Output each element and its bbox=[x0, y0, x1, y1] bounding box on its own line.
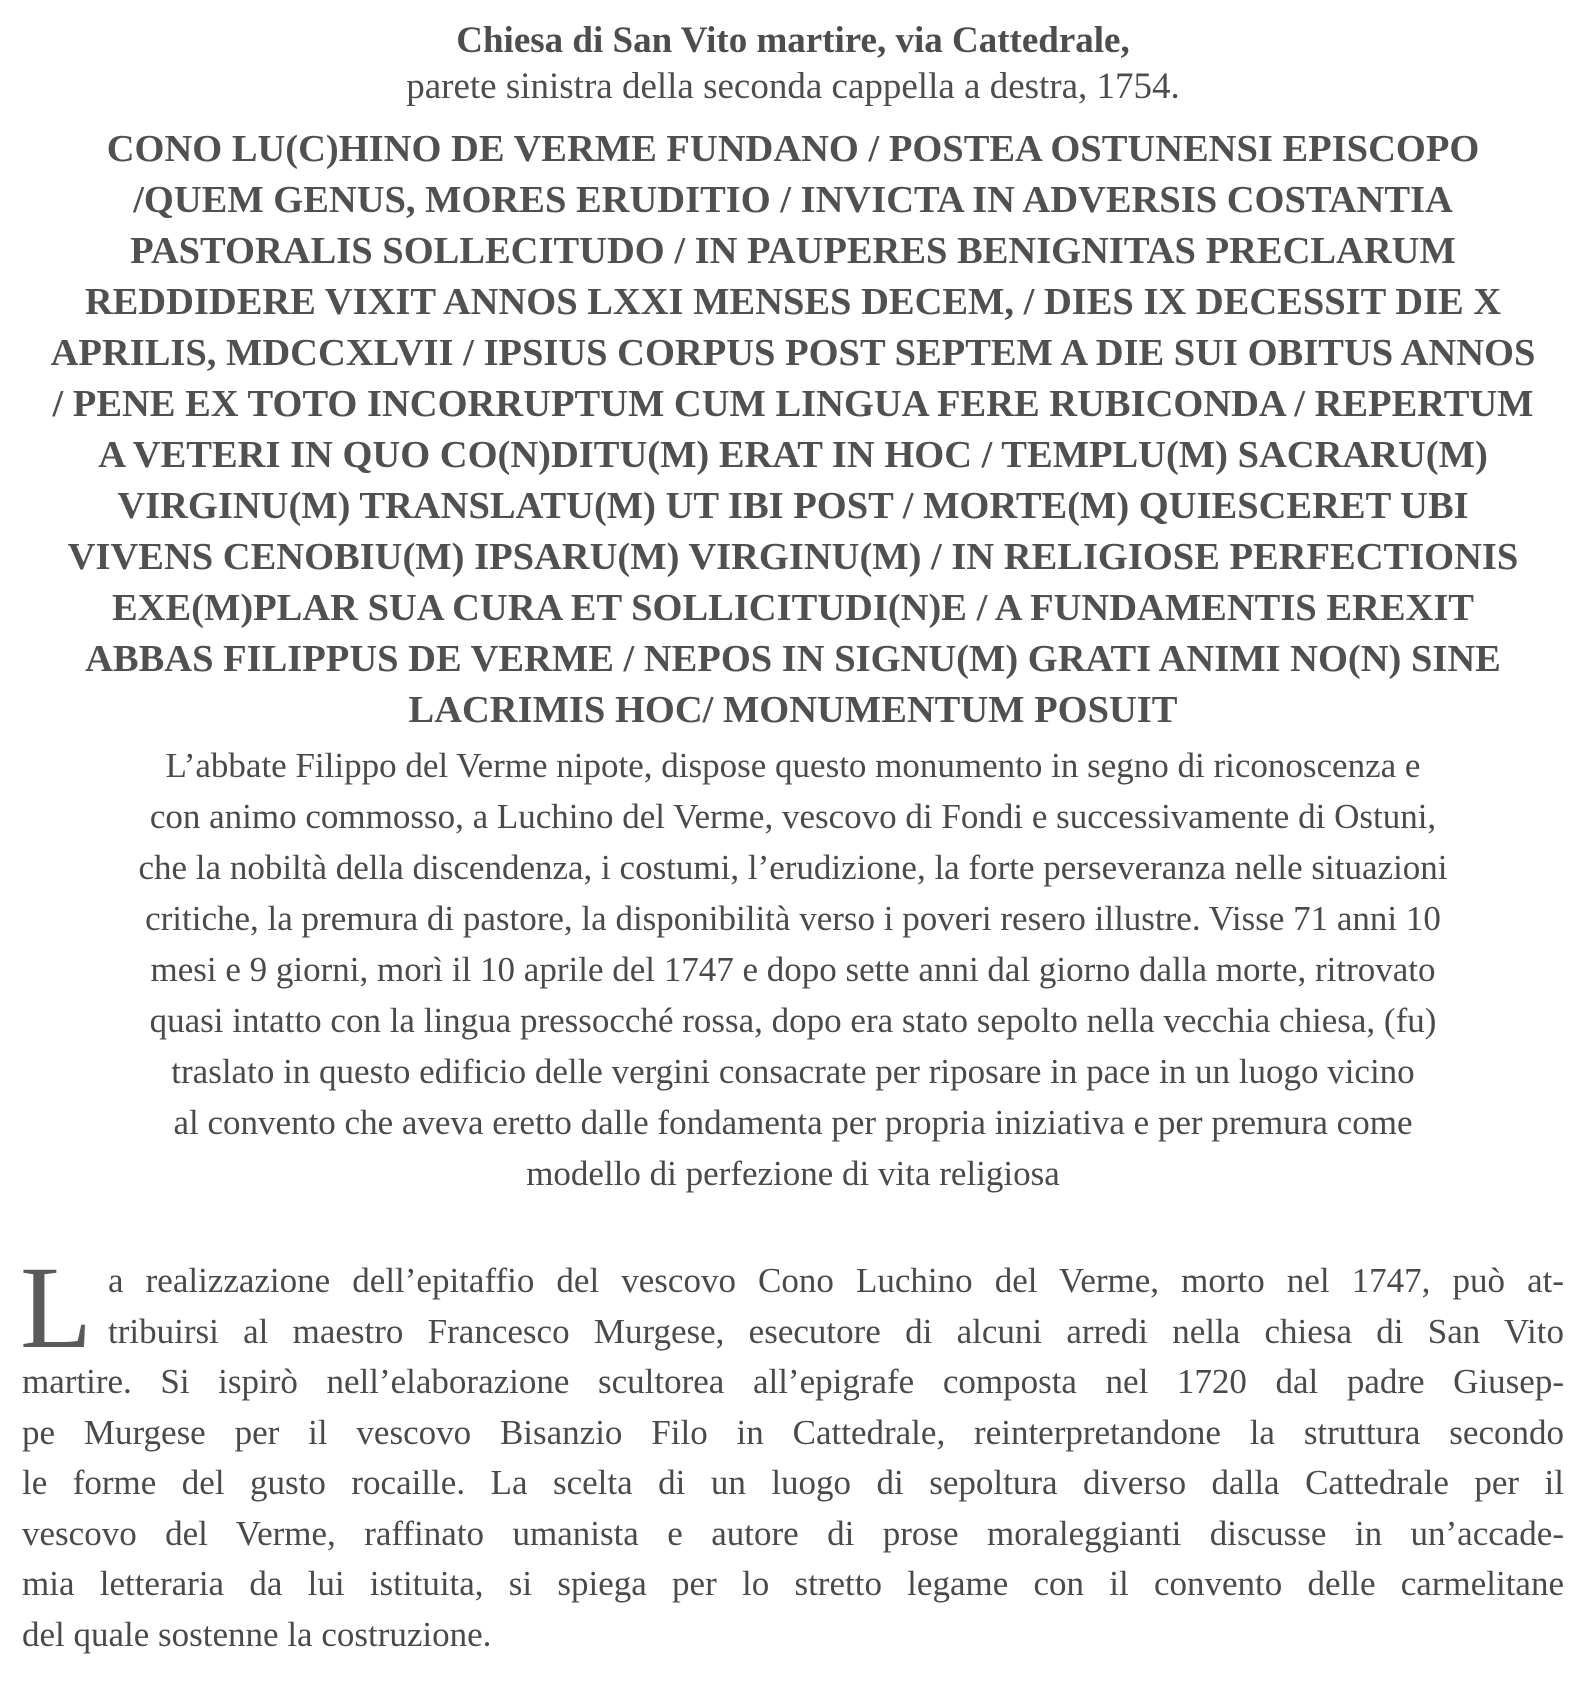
translation-line: mesi e 9 giorni, morì il 10 aprile del 1747 e dopo sette anni dal giorno dalla morte, ritrovato bbox=[150, 950, 1436, 989]
inscription-line: EXE(M)PLAR SUA CURA ET SOLLICITUDI(N)E / A FUNDAMENTIS EREXIT bbox=[112, 587, 1474, 629]
essay-line: pe Murgese per il vescovo Bisanzio Filo in Cattedrale, reinterpretandone la struttura secondo bbox=[22, 1412, 1564, 1452]
translation-line: con animo commosso, a Luchino del Verme, vescovo di Fondi e successivamente di Ostuni, bbox=[149, 797, 1437, 836]
translation-line: traslato in questo edificio delle vergini consacrate per riposare in pace in un luogo vicino bbox=[171, 1052, 1415, 1091]
caption-title: Chiesa di San Vito martire, via Cattedrale, bbox=[456, 20, 1130, 61]
essay-line: mia letteraria da lui istituita, si spiega per lo stretto legame con il convento delle carmelitane bbox=[22, 1564, 1564, 1603]
translation-line: modello di perfezione di vita religiosa bbox=[526, 1154, 1060, 1193]
inscription-line: /QUEM GENUS, MORES ERUDITIO / INVICTA IN ADVERSIS COSTANTIA bbox=[133, 179, 1453, 221]
inscription-line: REDDIDERE VIXIT ANNOS LXXI MENSES DECEM, / DIES IX DECESSIT DIE X bbox=[84, 281, 1502, 323]
inscription-line: PASTORALIS SOLLECITUDO / IN PAUPERES BENIGNITAS PRECLARUM bbox=[130, 230, 1456, 272]
essay-line: martire. Si ispirò nell’elaborazione scultorea all’epigrafe composta nel 1720 dal padre Giusep- bbox=[22, 1362, 1564, 1401]
essay-paragraph bbox=[20, 1242, 1564, 1660]
inscription-line: VIVENS CENOBIU(M) IPSARU(M) VIRGINU(M) / IN RELIGIOSE PERFECTIONIS bbox=[67, 536, 1519, 578]
inscription-line: LACRIMIS HOC/ MONUMENTUM POSUIT bbox=[408, 689, 1178, 731]
inscription-line: VIRGINU(M) TRANSLATU(M) UT IBI POST / MORTE(M) QUIESCERET UBI bbox=[117, 485, 1469, 527]
italian-translation bbox=[22, 740, 1564, 1199]
translation-line: che la nobiltà della discendenza, i costumi, l’erudizione, la forte perseveranza nelle situazioni bbox=[138, 848, 1448, 887]
caption-heading bbox=[22, 18, 1564, 110]
essay-line: del quale sostenne la costruzione. bbox=[22, 1614, 492, 1654]
inscription-line: A VETERI IN QUO CO(N)DITU(M) ERAT IN HOC / TEMPLU(M) SACRARU(M) bbox=[98, 434, 1488, 476]
essay-line: vescovo del Verme, raffinato umanista e autore di prose moraleggianti discusse in un’accade- bbox=[22, 1513, 1564, 1553]
inscription-line: / PENE EX TOTO INCORRUPTUM CUM LINGUA FERE RUBICONDA / REPERTUM bbox=[52, 383, 1534, 425]
essay-line: tribuirsi al maestro Francesco Murgese, esecutore di alcuni arredi nella chiesa di San Vito bbox=[108, 1311, 1564, 1351]
drop-cap: L bbox=[20, 1242, 93, 1373]
translation-line: quasi intatto con la lingua pressocché rossa, dopo era stato sepolto nella vecchia chiesa, (fu) bbox=[149, 1001, 1437, 1040]
inscription-line: CONO LU(C)HINO DE VERME FUNDANO / POSTEA OSTUNENSI EPISCOPO bbox=[106, 128, 1480, 170]
latin-inscription bbox=[22, 124, 1564, 736]
translation-line: al convento che aveva eretto dalle fondamenta per propria iniziativa e per premura come bbox=[173, 1103, 1413, 1142]
translation-line: critiche, la premura di pastore, la disponibilità verso i poveri resero illustre. Visse 71 anni 10 bbox=[145, 899, 1441, 938]
inscription-line: ABBAS FILIPPUS DE VERME / NEPOS IN SIGNU(M) GRATI ANIMI NO(N) SINE bbox=[85, 638, 1501, 680]
inscription-line: APRILIS, MDCCXLVII / IPSIUS CORPUS POST SEPTEM A DIE SUI OBITUS ANNOS bbox=[50, 332, 1536, 374]
essay-line: le forme del gusto rocaille. La scelta di un luogo di sepoltura diverso dalla Cattedrale per il bbox=[22, 1463, 1564, 1502]
translation-line: L’abbate Filippo del Verme nipote, dispose questo monumento in segno di riconoscenza e bbox=[165, 746, 1421, 785]
essay-line: a realizzazione dell’epitaffio del vescovo Cono Luchino del Verme, morto nel 1747, può at- bbox=[108, 1261, 1564, 1300]
caption-subtitle: parete sinistra della seconda cappella a destra, 1754. bbox=[406, 66, 1180, 107]
